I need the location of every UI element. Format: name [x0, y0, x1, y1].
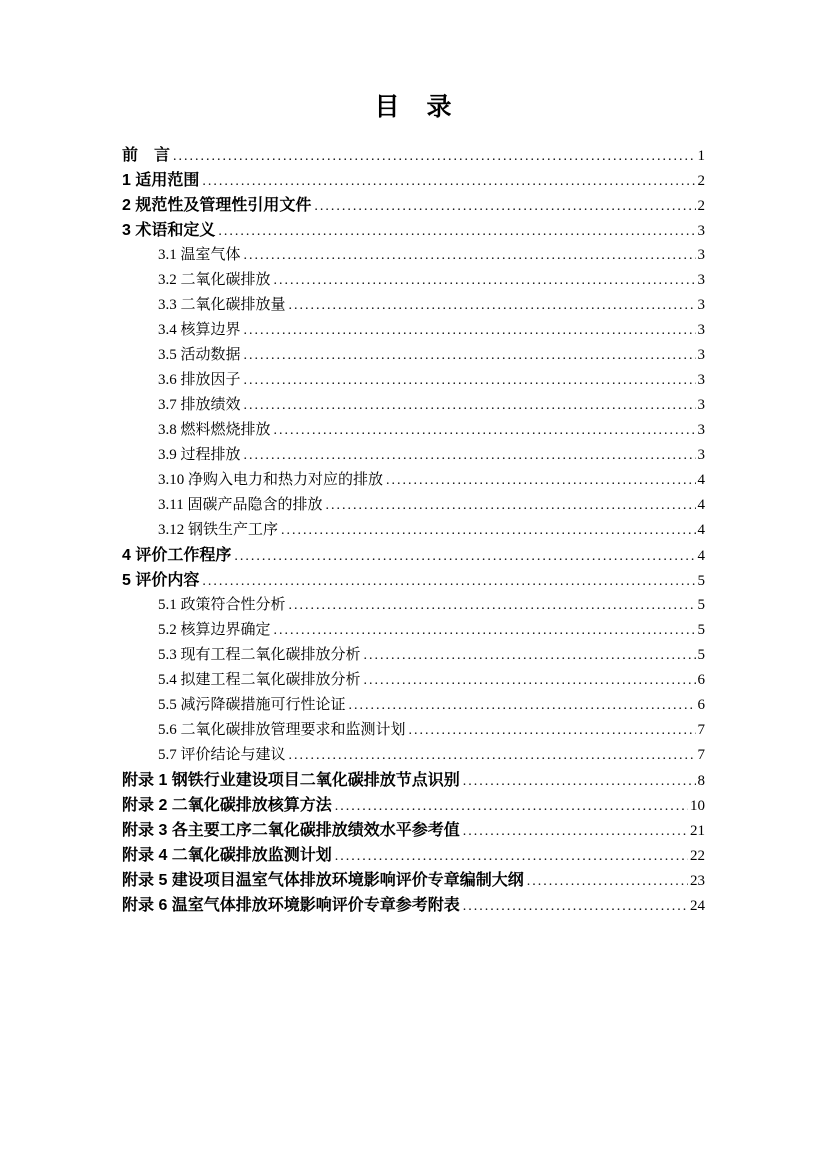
toc-leader-dots	[274, 618, 696, 643]
toc-entry[interactable]	[122, 768, 705, 793]
toc-entry-label: 5.4 拟建工程二氧化碳排放分析	[158, 672, 361, 688]
toc-entry-page: 7	[697, 722, 705, 738]
toc-entry-page: 8	[697, 773, 705, 789]
toc-entry-page: 24	[690, 898, 705, 914]
toc-entry-label: 5 评价内容	[122, 572, 200, 589]
toc-leader-dots	[409, 718, 696, 743]
toc-entry[interactable]	[122, 393, 705, 418]
toc-entry-label: 3.8 燃料燃烧排放	[158, 422, 271, 438]
toc-entry[interactable]	[122, 693, 705, 718]
toc-entry[interactable]	[122, 843, 705, 868]
toc-entry-page: 1	[697, 148, 705, 164]
toc-entry-label: 2 规范性及管理性引用文件	[122, 197, 312, 214]
toc-entry-page: 4	[697, 548, 705, 564]
toc-entry-label: 3.11 固碳产品隐含的排放	[158, 497, 323, 513]
toc-entry[interactable]	[122, 218, 705, 243]
toc-entry-label: 3.1 温室气体	[158, 247, 241, 263]
toc-entry[interactable]	[122, 868, 705, 893]
toc-entry-label: 附录 2 二氧化碳排放核算方法	[122, 797, 332, 814]
toc-leader-dots	[364, 668, 696, 693]
toc-entry[interactable]	[122, 793, 705, 818]
toc-entry-label: 3.3 二氧化碳排放量	[158, 297, 286, 313]
toc-entry-label: 附录 4 二氧化碳排放监测计划	[122, 847, 332, 864]
toc-entry[interactable]	[122, 468, 705, 493]
toc-leader-dots	[463, 769, 696, 794]
toc-entry[interactable]	[122, 193, 705, 218]
toc-entry-page: 3	[697, 247, 705, 263]
toc-entry-page: 3	[697, 422, 705, 438]
toc-leader-dots	[335, 844, 688, 869]
toc-entry[interactable]	[122, 643, 705, 668]
toc-entry[interactable]	[122, 168, 705, 193]
toc-leader-dots	[364, 643, 696, 668]
toc-entry[interactable]	[122, 593, 705, 618]
toc-entry-page: 3	[697, 372, 705, 388]
toc-leader-dots	[244, 343, 696, 368]
toc-entry-label: 附录 1 钢铁行业建设项目二氧化碳排放节点识别	[122, 772, 460, 789]
toc-entry-label: 3.4 核算边界	[158, 322, 241, 338]
toc-entry-page: 2	[697, 198, 705, 214]
toc-leader-dots	[202, 169, 695, 194]
toc-entry[interactable]	[122, 143, 705, 168]
toc-list	[122, 143, 705, 918]
toc-entry-label: 附录 3 各主要工序二氧化碳排放绩效水平参考值	[122, 822, 460, 839]
toc-leader-dots	[527, 869, 688, 894]
toc-entry-label: 3.10 净购入电力和热力对应的排放	[158, 472, 384, 488]
toc-entry[interactable]	[122, 318, 705, 343]
toc-leader-dots	[314, 194, 695, 219]
toc-entry-label: 3.6 排放因子	[158, 372, 241, 388]
toc-entry[interactable]	[122, 418, 705, 443]
toc-entry[interactable]	[122, 243, 705, 268]
toc-leader-dots	[173, 144, 695, 169]
toc-leader-dots	[325, 493, 695, 518]
toc-leader-dots	[202, 569, 695, 594]
toc-leader-dots	[234, 544, 695, 569]
toc-entry-page: 22	[690, 848, 705, 864]
toc-entry-page: 10	[690, 798, 705, 814]
toc-entry-label: 5.5 减污降碳措施可行性论证	[158, 697, 346, 713]
toc-leader-dots	[244, 393, 696, 418]
toc-entry[interactable]	[122, 568, 705, 593]
toc-entry-page: 5	[697, 647, 705, 663]
toc-entry-label: 3.5 活动数据	[158, 347, 241, 363]
toc-entry-page: 3	[697, 322, 705, 338]
toc-entry-label: 5.1 政策符合性分析	[158, 597, 286, 613]
toc-leader-dots	[289, 293, 696, 318]
toc-entry[interactable]	[122, 618, 705, 643]
toc-entry-page: 6	[697, 697, 705, 713]
toc-entry-label: 5.7 评价结论与建议	[158, 747, 286, 763]
toc-leader-dots	[244, 443, 696, 468]
toc-entry-page: 21	[690, 823, 705, 839]
toc-entry-page: 5	[697, 622, 705, 638]
toc-entry-label: 4 评价工作程序	[122, 547, 232, 564]
toc-leader-dots	[463, 894, 688, 919]
toc-leader-dots	[281, 518, 695, 543]
toc-entry[interactable]	[122, 368, 705, 393]
toc-entry-label: 3.9 过程排放	[158, 447, 241, 463]
toc-entry[interactable]	[122, 293, 705, 318]
toc-entry[interactable]	[122, 493, 705, 518]
toc-entry[interactable]	[122, 818, 705, 843]
toc-leader-dots	[218, 219, 695, 244]
toc-entry[interactable]	[122, 543, 705, 568]
toc-entry-label: 5.3 现有工程二氧化碳排放分析	[158, 647, 361, 663]
toc-leader-dots	[244, 243, 696, 268]
toc-leader-dots	[289, 593, 696, 618]
toc-entry[interactable]	[122, 518, 705, 543]
toc-entry-label: 5.2 核算边界确定	[158, 622, 271, 638]
toc-entry-label: 5.6 二氧化碳排放管理要求和监测计划	[158, 722, 406, 738]
toc-entry-page: 2	[697, 173, 705, 189]
toc-entry-page: 5	[697, 597, 705, 613]
toc-entry[interactable]	[122, 668, 705, 693]
toc-leader-dots	[274, 418, 696, 443]
toc-entry-page: 3	[697, 297, 705, 313]
toc-entry-label: 3.7 排放绩效	[158, 397, 241, 413]
toc-entry[interactable]	[122, 443, 705, 468]
toc-entry[interactable]	[122, 893, 705, 918]
toc-entry-label: 附录 6 温室气体排放环境影响评价专章参考附表	[122, 897, 460, 914]
toc-entry[interactable]	[122, 268, 705, 293]
toc-entry-page: 3	[697, 447, 705, 463]
page-title: 目 录	[374, 93, 453, 121]
toc-entry-page: 7	[697, 747, 705, 763]
toc-entry-page: 5	[697, 573, 705, 589]
toc-leader-dots	[274, 268, 696, 293]
toc-leader-dots	[244, 318, 696, 343]
toc-leader-dots	[349, 693, 696, 718]
toc-entry-page: 3	[697, 347, 705, 363]
toc-entry-page: 3	[697, 272, 705, 288]
toc-entry[interactable]	[122, 343, 705, 368]
toc-entry-page: 4	[697, 522, 705, 538]
toc-entry-label: 1 适用范围	[122, 172, 200, 189]
toc-entry-label: 3.2 二氧化碳排放	[158, 272, 271, 288]
toc-leader-dots	[386, 468, 695, 493]
toc-leader-dots	[463, 819, 688, 844]
toc-entry[interactable]	[122, 743, 705, 768]
toc-leader-dots	[289, 743, 696, 768]
toc-entry-label: 3.12 钢铁生产工序	[158, 522, 279, 538]
toc-entry[interactable]	[122, 718, 705, 743]
toc-entry-label: 3 术语和定义	[122, 222, 216, 239]
toc-entry-page: 6	[697, 672, 705, 688]
toc-leader-dots	[244, 368, 696, 393]
toc-entry-label: 前 言	[122, 147, 171, 164]
toc-entry-page: 3	[697, 223, 705, 239]
toc-entry-page: 4	[697, 497, 705, 513]
toc-entry-page: 4	[697, 472, 705, 488]
toc-entry-label: 附录 5 建设项目温室气体排放环境影响评价专章编制大纲	[122, 872, 524, 889]
toc-entry-page: 3	[697, 397, 705, 413]
toc-leader-dots	[335, 794, 688, 819]
toc-entry-page: 23	[690, 873, 705, 889]
